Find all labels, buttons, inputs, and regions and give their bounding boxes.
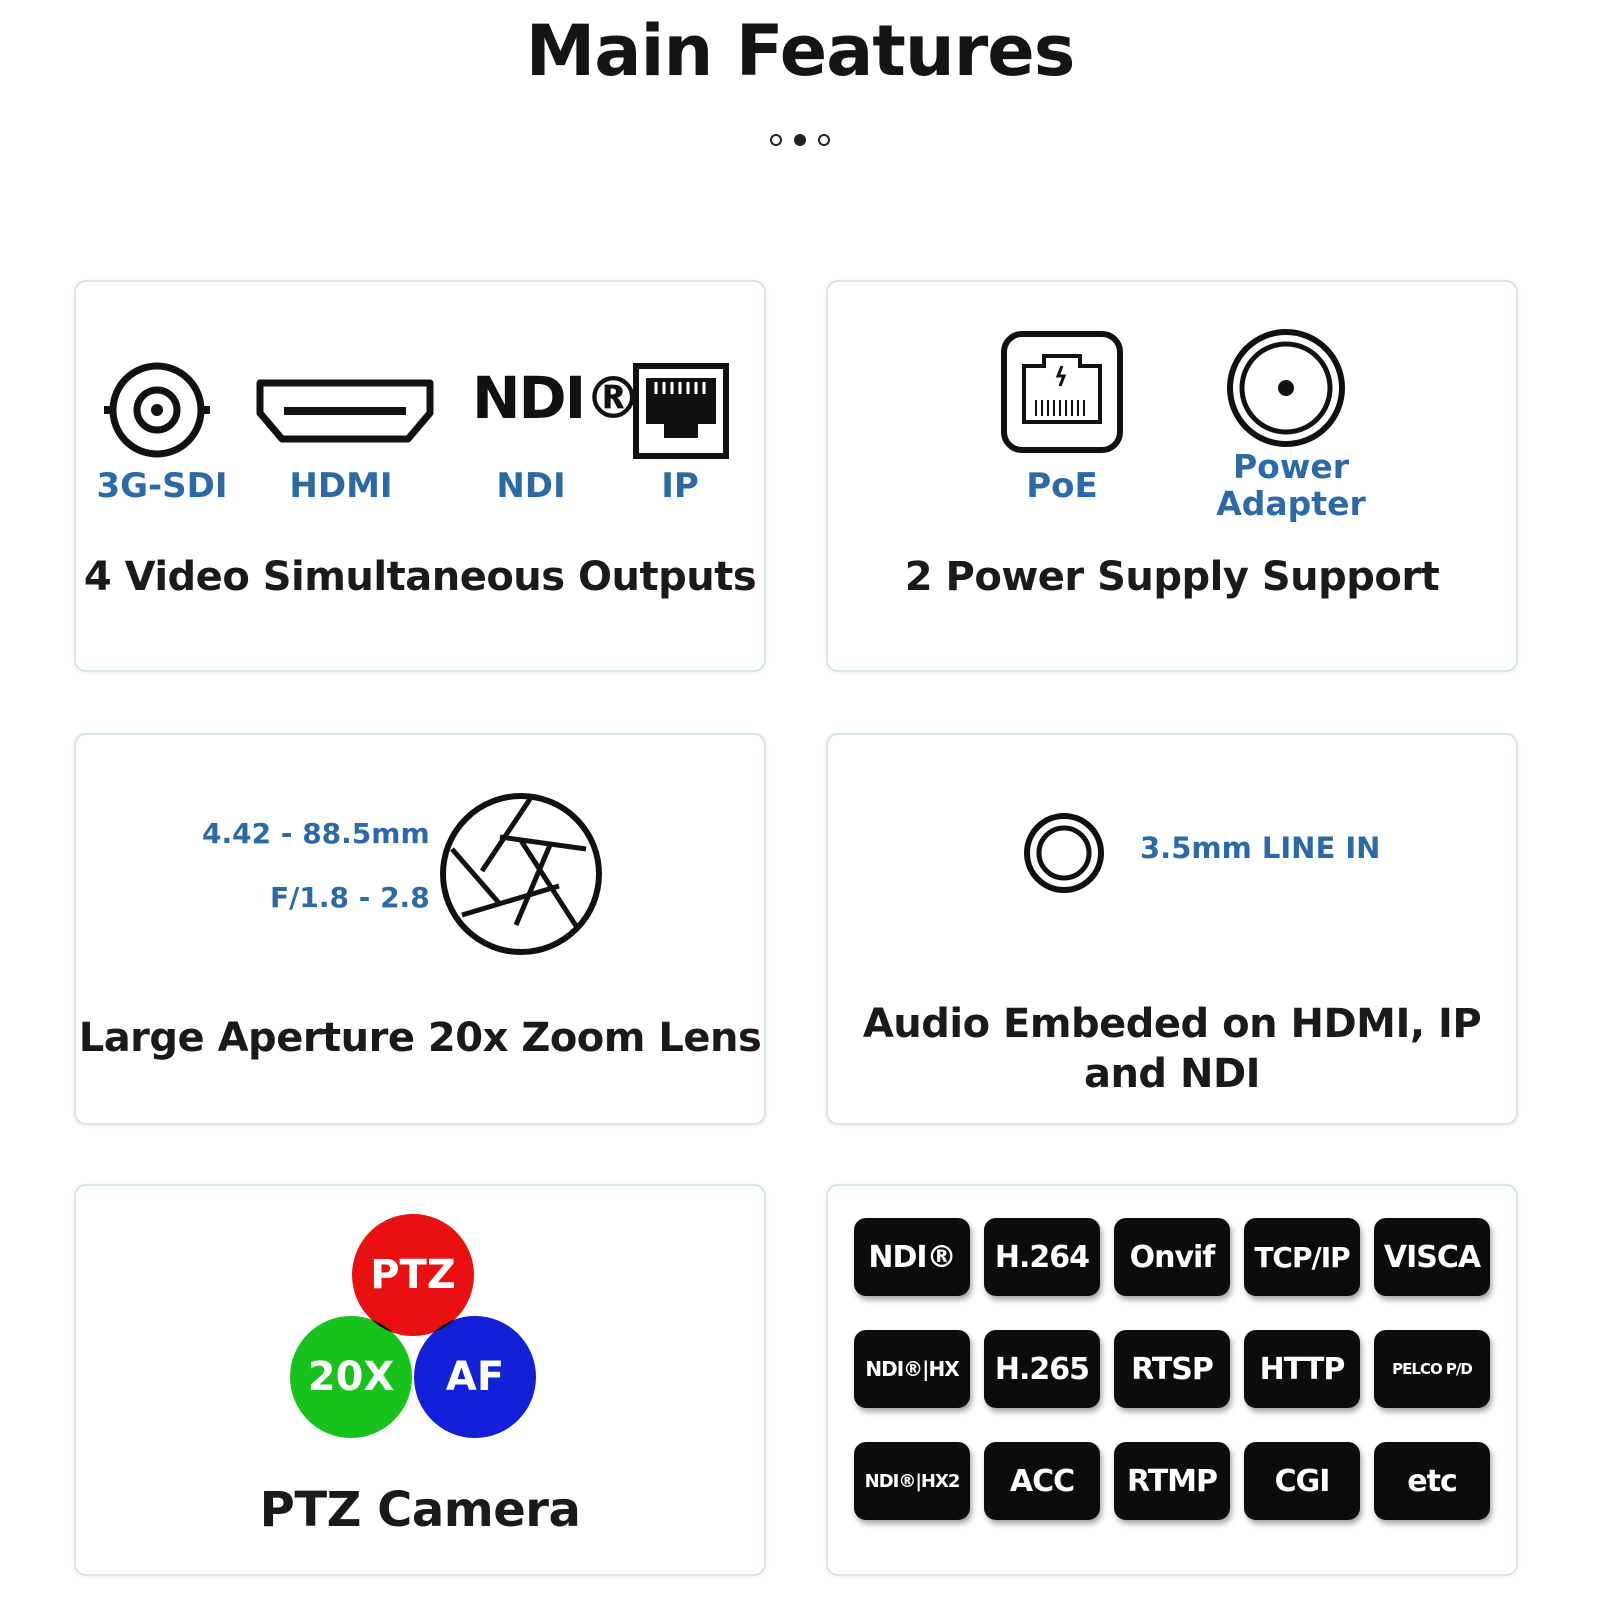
feature-heading: Large Aperture 20x Zoom Lens: [78, 1015, 762, 1061]
aperture-range: F/1.8 - 2.8: [270, 881, 430, 914]
heading-line-1: Audio Embeded on HDMI, IP: [862, 1001, 1482, 1047]
label-power: Power: [1233, 447, 1349, 486]
protocol-badge: NDI®|HX: [854, 1330, 970, 1408]
label-hdmi: HDMI: [289, 466, 393, 506]
power-adapter-icon: [1224, 326, 1348, 450]
label-3g-sdi: 3G-SDI: [96, 466, 228, 506]
poe-port-icon: [1000, 330, 1124, 454]
feature-card-ptz: [74, 1184, 766, 1576]
protocol-badge: HTTP: [1244, 1330, 1360, 1408]
audio-line-in-label: 3.5mm LINE IN: [1140, 831, 1381, 865]
heading-line-2: and NDI: [1083, 1051, 1261, 1097]
feature-card-outputs: [74, 280, 766, 672]
feature-card-power: [826, 280, 1518, 672]
feature-heading: 2 Power Supply Support: [904, 554, 1440, 600]
label-ndi: NDI: [496, 466, 566, 506]
bnc-connector-icon: [102, 360, 212, 460]
aperture-icon: [438, 791, 604, 957]
audio-jack-icon: [1022, 811, 1106, 895]
protocol-badge: TCP/IP: [1244, 1218, 1360, 1296]
label-adapter: Adapter: [1216, 484, 1366, 523]
protocol-badge: RTMP: [1114, 1442, 1230, 1520]
protocol-badge: NDI®|HX2: [854, 1442, 970, 1520]
focal-length: 4.42 - 88.5mm: [202, 817, 430, 850]
feature-heading: 4 Video Simultaneous Outputs: [83, 554, 757, 600]
protocol-badge: NDI®: [854, 1218, 970, 1296]
protocol-badge: VISCA: [1374, 1218, 1490, 1296]
feature-card-lens: [74, 733, 766, 1125]
feature-card-audio: [826, 733, 1518, 1125]
carousel-dot[interactable]: [818, 134, 830, 146]
protocol-badge: PELCO P/D: [1374, 1330, 1490, 1408]
label-poe: PoE: [1026, 466, 1098, 506]
ethernet-port-icon: [632, 362, 730, 460]
ptz-circle: PTZ: [352, 1214, 474, 1336]
protocol-badge: Onvif: [1114, 1218, 1230, 1296]
feature-card-protocols: [826, 1184, 1518, 1576]
protocol-badge: CGI: [1244, 1442, 1360, 1520]
ndi-logo: NDI®: [472, 364, 641, 432]
label-power-adapter: [1206, 448, 1376, 522]
hdmi-port-icon: [254, 377, 436, 447]
feature-heading: [828, 999, 1516, 1099]
protocol-badge: H.264: [984, 1218, 1100, 1296]
protocol-badge: H.265: [984, 1330, 1100, 1408]
af-circle: AF: [414, 1316, 536, 1438]
carousel-dot[interactable]: [770, 134, 782, 146]
label-ip: IP: [661, 466, 699, 506]
protocol-badge: etc: [1374, 1442, 1490, 1520]
feature-heading: PTZ Camera: [259, 1482, 581, 1538]
carousel-dot-active[interactable]: [794, 134, 806, 146]
zoom-circle: 20X: [290, 1316, 412, 1438]
page-title: Main Features: [525, 10, 1075, 92]
carousel-indicator: [0, 134, 1600, 146]
protocol-badge: RTSP: [1114, 1330, 1230, 1408]
protocol-badge: ACC: [984, 1442, 1100, 1520]
